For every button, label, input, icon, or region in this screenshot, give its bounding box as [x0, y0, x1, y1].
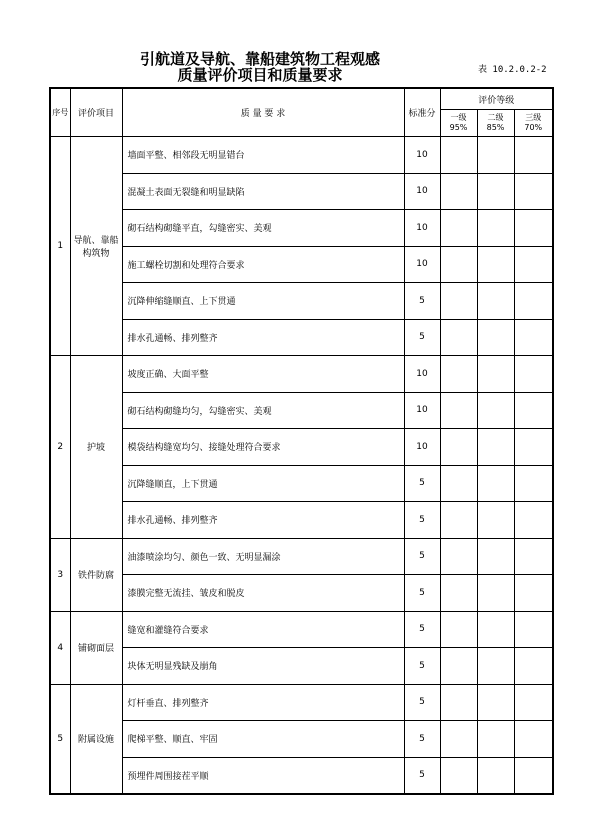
group-seq: 2 — [50, 356, 70, 539]
group-seq: 1 — [50, 137, 70, 356]
grade-1-percent: 95% — [449, 123, 468, 132]
requirement-cell: 预埋件周围接茬平顺 — [122, 757, 404, 794]
grade-2-cell[interactable] — [477, 283, 514, 320]
table-code: 表 10.2.0.2-2 — [478, 65, 547, 75]
score-cell: 5 — [404, 465, 440, 502]
table-row — [50, 757, 553, 794]
evaluation-table — [49, 87, 554, 795]
requirement-cell: 爬梯平整、顺直、牢固 — [122, 721, 404, 758]
table-body — [50, 88, 553, 794]
grade-3-cell[interactable] — [514, 465, 553, 502]
grade-2-cell[interactable] — [477, 502, 514, 539]
grade-2-percent: 85% — [486, 123, 505, 132]
page-subtitle: 质量评价项目和质量要求 — [177, 66, 343, 84]
score-cell: 5 — [404, 684, 440, 721]
grade-2-cell[interactable] — [477, 538, 514, 575]
grade-1-cell[interactable] — [440, 429, 477, 466]
grade-1-cell[interactable] — [440, 611, 477, 648]
group-item: 导航、靠船构筑物 — [70, 137, 122, 356]
table-row — [50, 246, 553, 283]
grade-3-cell[interactable] — [514, 684, 553, 721]
score-cell: 5 — [404, 283, 440, 320]
grade-1-label: 一级 — [450, 113, 467, 122]
page-title: 引航道及导航、靠船建筑物工程观感 — [139, 50, 380, 68]
grade-3-cell[interactable] — [514, 319, 553, 356]
table-row — [50, 611, 553, 648]
grade-2-cell[interactable] — [477, 137, 514, 174]
requirement-cell: 排水孔通畅、排列整齐 — [122, 319, 404, 356]
score-cell: 5 — [404, 538, 440, 575]
grade-3-cell[interactable] — [514, 137, 553, 174]
grade-1-cell[interactable] — [440, 648, 477, 685]
grade-3-cell[interactable] — [514, 757, 553, 794]
grade-1-cell[interactable] — [440, 356, 477, 393]
score-cell: 10 — [404, 173, 440, 210]
score-cell: 5 — [404, 575, 440, 612]
grade-1-cell[interactable] — [440, 173, 477, 210]
requirement-cell: 块体无明显残缺及崩角 — [122, 648, 404, 685]
grade-3-cell[interactable] — [514, 611, 553, 648]
grade-3-cell[interactable] — [514, 575, 553, 612]
requirement-cell: 沉降缝顺直，上下贯通 — [122, 465, 404, 502]
group-item: 附属设施 — [70, 684, 122, 794]
requirement-cell: 施工螺栓切割和处理符合要求 — [122, 246, 404, 283]
table-row — [50, 173, 553, 210]
group-item: 铺砌面层 — [70, 611, 122, 684]
table-row — [50, 210, 553, 247]
table-row — [50, 283, 553, 320]
score-cell: 10 — [404, 356, 440, 393]
score-cell: 10 — [404, 137, 440, 174]
grade-2-cell[interactable] — [477, 648, 514, 685]
table-row — [50, 648, 553, 685]
score-cell: 10 — [404, 429, 440, 466]
grade-2-cell[interactable] — [477, 611, 514, 648]
table-row — [50, 721, 553, 758]
grade-1-cell[interactable] — [440, 684, 477, 721]
table-row — [50, 465, 553, 502]
header-grade-1 — [440, 110, 477, 137]
grade-2-cell[interactable] — [477, 721, 514, 758]
grade-2-label: 二级 — [487, 113, 504, 122]
requirement-cell: 排水孔通畅、排列整齐 — [122, 502, 404, 539]
grade-3-cell[interactable] — [514, 283, 553, 320]
requirement-cell: 坡度正确、大面平整 — [122, 356, 404, 393]
grade-1-cell[interactable] — [440, 502, 477, 539]
grade-2-cell[interactable] — [477, 173, 514, 210]
grade-1-cell[interactable] — [440, 392, 477, 429]
header-grade-3 — [514, 110, 553, 137]
score-cell: 5 — [404, 502, 440, 539]
table-row — [50, 502, 553, 539]
grade-3-cell[interactable] — [514, 210, 553, 247]
grade-3-cell[interactable] — [514, 429, 553, 466]
grade-3-cell[interactable] — [514, 721, 553, 758]
grade-3-cell[interactable] — [514, 392, 553, 429]
score-cell: 10 — [404, 210, 440, 247]
requirement-cell: 缝宽和灌缝符合要求 — [122, 611, 404, 648]
header-score: 标准分 — [404, 88, 440, 137]
requirement-cell: 沉降伸缩缝顺直、上下贯通 — [122, 283, 404, 320]
requirement-cell: 漆膜完整无流挂、皱皮和脱皮 — [122, 575, 404, 612]
score-cell: 5 — [404, 319, 440, 356]
requirement-cell: 混凝土表面无裂缝和明显缺陷 — [122, 173, 404, 210]
group-seq: 3 — [50, 538, 70, 611]
grade-2-cell[interactable] — [477, 757, 514, 794]
score-cell: 10 — [404, 392, 440, 429]
grade-2-cell[interactable] — [477, 356, 514, 393]
table-row — [50, 429, 553, 466]
grade-2-cell[interactable] — [477, 575, 514, 612]
score-cell: 10 — [404, 246, 440, 283]
grade-3-cell[interactable] — [514, 173, 553, 210]
score-cell: 5 — [404, 721, 440, 758]
grade-1-cell[interactable] — [440, 210, 477, 247]
grade-2-cell[interactable] — [477, 465, 514, 502]
grade-1-cell[interactable] — [440, 757, 477, 794]
grade-2-cell[interactable] — [477, 319, 514, 356]
table-row — [50, 319, 553, 356]
group-item: 铁件防腐 — [70, 538, 122, 611]
grade-3-cell[interactable] — [514, 648, 553, 685]
grade-2-cell[interactable] — [477, 246, 514, 283]
table-row — [50, 575, 553, 612]
group-item: 护坡 — [70, 356, 122, 539]
grade-1-cell[interactable] — [440, 319, 477, 356]
grade-1-cell[interactable] — [440, 575, 477, 612]
grade-3-percent: 70% — [524, 123, 543, 132]
requirement-cell: 墙面平整、相邻段无明显错台 — [122, 137, 404, 174]
score-cell: 5 — [404, 757, 440, 794]
requirement-cell: 模袋结构缝宽均匀、接缝处理符合要求 — [122, 429, 404, 466]
table-row — [50, 392, 553, 429]
table-row — [50, 356, 553, 393]
requirement-cell: 砌石结构砌缝均匀，勾缝密实、美观 — [122, 392, 404, 429]
group-seq: 4 — [50, 611, 70, 684]
score-cell: 5 — [404, 611, 440, 648]
grade-1-cell[interactable] — [440, 721, 477, 758]
header-item: 评价项目 — [70, 88, 122, 137]
grade-1-cell[interactable] — [440, 465, 477, 502]
header-requirement: 质 量 要 求 — [122, 88, 404, 137]
table-row — [50, 538, 553, 575]
group-seq: 5 — [50, 684, 70, 794]
grade-1-cell[interactable] — [440, 137, 477, 174]
grade-1-cell[interactable] — [440, 283, 477, 320]
header-row — [50, 88, 553, 110]
grade-1-cell[interactable] — [440, 538, 477, 575]
grade-3-cell[interactable] — [514, 356, 553, 393]
grade-3-cell[interactable] — [514, 538, 553, 575]
header-grade: 评价等级 — [440, 88, 553, 110]
grade-3-cell[interactable] — [514, 246, 553, 283]
grade-2-cell[interactable] — [477, 392, 514, 429]
requirement-cell: 油漆喷涂均匀、颜色一致、无明显漏涂 — [122, 538, 404, 575]
grade-2-cell[interactable] — [477, 684, 514, 721]
grade-1-cell[interactable] — [440, 246, 477, 283]
score-cell: 5 — [404, 648, 440, 685]
grade-3-label: 三级 — [525, 113, 542, 122]
grade-2-cell[interactable] — [477, 210, 514, 247]
grade-3-cell[interactable] — [514, 502, 553, 539]
requirement-cell: 砌石结构砌缝平直，勾缝密实、美观 — [122, 210, 404, 247]
grade-2-cell[interactable] — [477, 429, 514, 466]
table-row — [50, 684, 553, 721]
table-row — [50, 137, 553, 174]
requirement-cell: 灯杆垂直、排列整齐 — [122, 684, 404, 721]
header-seq: 序号 — [50, 88, 70, 137]
header-grade-2 — [477, 110, 514, 137]
